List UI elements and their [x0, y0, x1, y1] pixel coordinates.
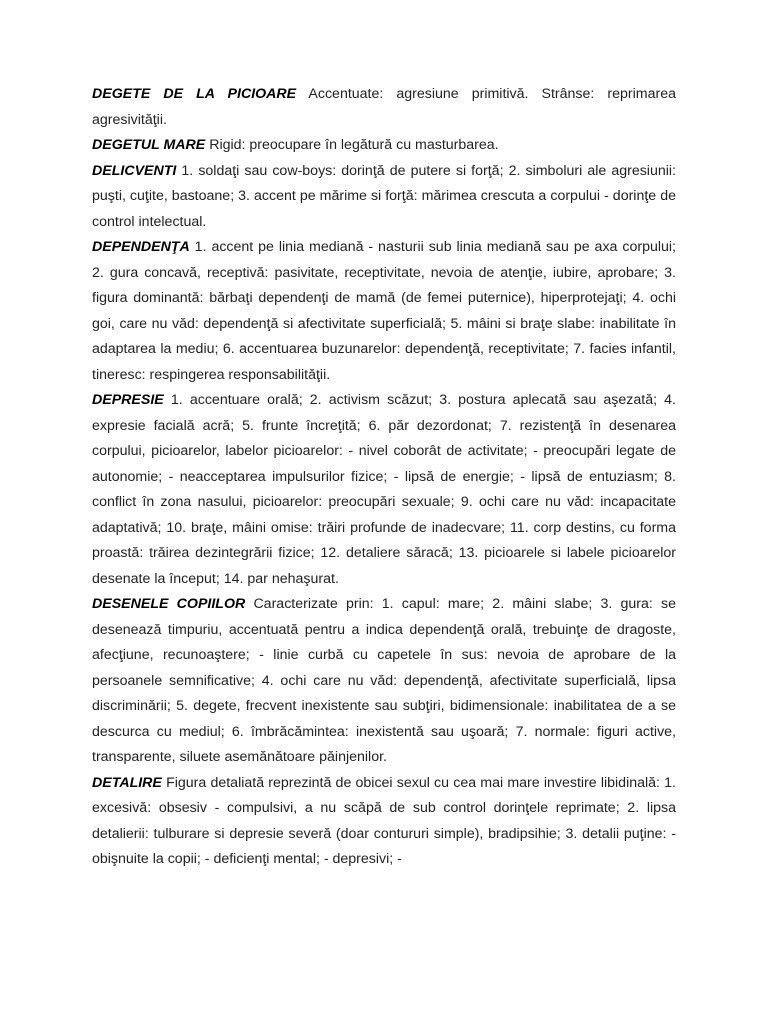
entry-term: DEPENDENŢA — [92, 239, 190, 255]
entry-term: DETALIRE — [92, 774, 162, 791]
entry-degetul-mare — [92, 133, 676, 159]
entry-term: DESENELE COPIILOR — [92, 596, 246, 612]
entry-dependenta — [92, 235, 676, 388]
entry-text: 1. soldaţi sau cow-boys: dorinţă de putere si forţă; 2. simboluri ale agresiunii: puşti, cuţite, bastoane; 3. accent pe mărime si forţă: mărimea crescuta a corpului - dorinţe de control intelectual. — [92, 162, 676, 230]
entry-term: DELICVENTI — [92, 162, 177, 179]
entry-term: DEPRESIE — [92, 392, 164, 408]
entry-term: DEGETUL MARE — [92, 137, 206, 153]
entry-degete-de-la-picioare — [92, 82, 676, 133]
entry-text: Caracterizate prin: 1. capul: mare; 2. mâini slabe; 3. gura: se desenează timpuriu, accentuată pentru a indica dependenţă orală, trebuinţe de dragoste, afecţiune, recunoaştere; - linie curbă cu capetele în sus: nevoia de aprobare de la persoanele semnificative; 4. ochi care nu văd: dependenţă, afectivitate superficială, lipsa discriminării; 5. degete, frecvent inexistente sau subţiri, bidimensionale: inabilitatea de a se descurca cu mediul; 6. îmbrăcămintea: inexistentă sau uşoară; 7. normale: figuri active, transparente, siluete asemănătoare păinjenilor. — [92, 596, 676, 765]
document-page — [92, 82, 676, 873]
entry-term: DEGETE DE LA PICIOARE — [92, 86, 297, 102]
entry-text: Accentuate: agresiune primitivă. Strânse: reprimarea agresivităţii. — [92, 86, 676, 128]
entry-text: 1. accent pe linia mediană - nasturii sub linia mediană sau pe axa corpului; 2. gura concavă, receptivă: pasivitate, receptivitate, nevoia de atenţie, iubire, aprobare; 3. figura dominantă: bărbaţi dependenţi de mamă (de femei puternice), hiperprotejaţi; 4. ochi goi, care nu văd: dependenţă si afectivitate superficială; 5. mâini si braţe slabe: inabilitate în adaptarea la mediu; 6. accentuarea buzunarelor: dependenţă, receptivitate; 7. facies infantil, tineresc: respingerea responsabilităţii. — [92, 239, 676, 383]
entry-text: Figura detaliată reprezintă de obicei sexul cu cea mai mare investire libidinală: 1. excesivă: obsesiv - compulsivi, a nu scăpă de sub control dorinţele reprimate; 2. lipsa detalierii: tulburare si depresie severă (doar contururi simple), bradipsihie; 3. detalii puţine: - obişnuite la copii; - deficienţi mental; - depresivi; - — [92, 774, 676, 867]
entry-desenele-copiilor — [92, 592, 676, 771]
entry-text: 1. accentuare orală; 2. activism scăzut; 3. postura aplecată sau aşezată; 4. expresie facială acră; 5. frunte încreţită; 6. păr dezordonat; 7. rezistenţă în desenarea corpului, picioarelor, labelor picioarelor: - nivel coborât de activitate; - preocupări legate de autonomie; - neacceptarea impulsurilor fizice; - lipsă de energie; - lipsă de entuziasm; 8. conflict în zona nasului, picioarelor: preocupări sexuale; 9. ochi care nu văd: incapacitate adaptativă; 10. braţe, mâini omise: trăiri profunde de inadecvare; 11. corp destins, cu forma proastă: trăirea dezintegrării fizice; 12. detaliere săracă; 13. picioarele si labele picioarelor desenate la început; 14. par nehaşurat. — [92, 392, 676, 587]
entry-delicventi — [92, 159, 676, 236]
entry-detalire — [92, 771, 676, 873]
entry-depresie — [92, 388, 676, 592]
entry-text: Rigid: preocupare în legătură cu masturbarea. — [205, 137, 499, 153]
